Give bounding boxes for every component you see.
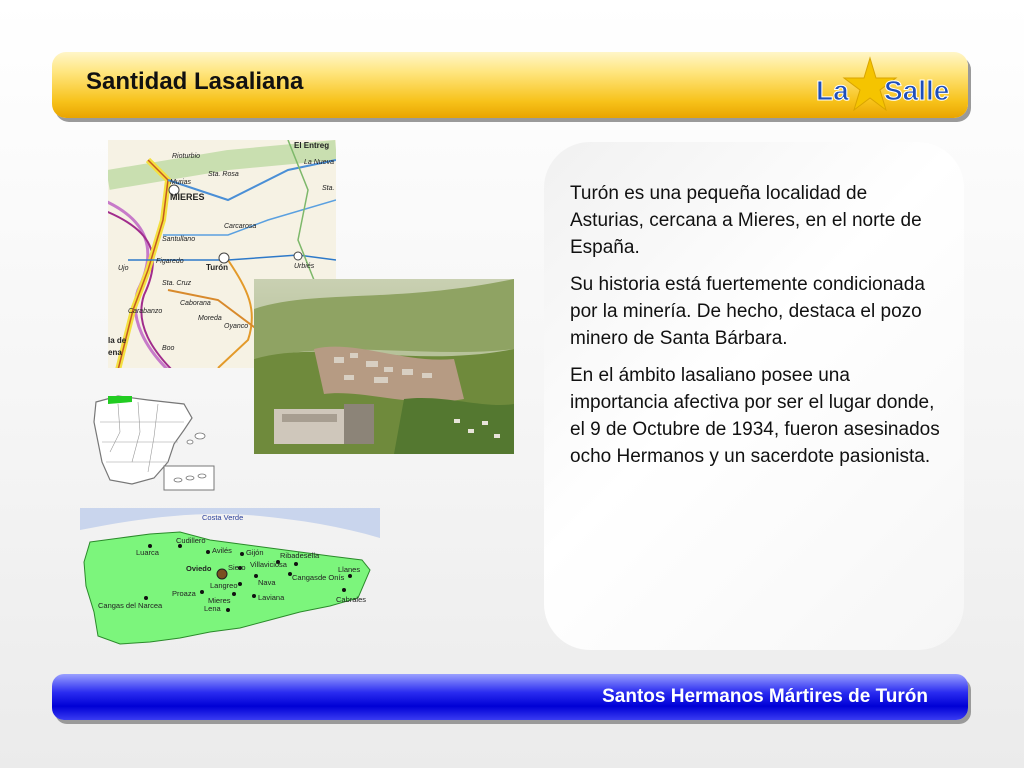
town-label: Oviedo xyxy=(186,564,212,573)
body-text xyxy=(570,180,940,480)
map-label: La Nueva xyxy=(304,159,334,166)
map-label: la de xyxy=(108,336,127,345)
header-bar xyxy=(52,52,968,118)
text-panel xyxy=(544,142,964,650)
map-label: Moreda xyxy=(198,315,222,322)
town-label: Laviana xyxy=(258,593,285,602)
spain-locator-map xyxy=(88,392,218,492)
map-label: Caborana xyxy=(180,300,211,307)
map-label: Murias xyxy=(170,179,192,186)
logo-text-salle: Salle xyxy=(884,75,950,106)
town-label: Gijón xyxy=(246,548,264,557)
map-label: El Entreg xyxy=(294,141,330,150)
map-label: Ujo xyxy=(118,265,129,272)
town-label: Siero xyxy=(228,563,246,572)
town-label: Ribadesella xyxy=(280,551,320,560)
town-label: Langreo xyxy=(210,581,238,590)
footer-title: Santos Hermanos Mártires de Turón xyxy=(602,686,928,707)
aerial-town-photo xyxy=(254,279,514,454)
map-label: Sta. Cruz xyxy=(162,280,192,287)
map-label: ena xyxy=(108,348,122,357)
sea-label: Costa Verde xyxy=(202,513,244,522)
town-label: Lena xyxy=(204,604,221,613)
map-label: Figaredo xyxy=(156,258,184,265)
map-label: Sta. xyxy=(322,185,335,192)
map-label: Santullano xyxy=(162,236,196,243)
slide-title: Santidad Lasaliana xyxy=(86,68,304,95)
map-label: Sta. Rosa xyxy=(208,171,239,178)
map-label: Urbiés xyxy=(294,263,315,270)
town-label: Nava xyxy=(258,578,276,587)
map-label: Turón xyxy=(206,263,229,272)
town-label: Luarca xyxy=(136,548,159,557)
town-label: Mieres xyxy=(208,596,231,605)
paragraph: Su historia está fuertemente condicionada por la minería. De hecho, destaca el pozo minero de Santa Bárbara. xyxy=(570,274,925,349)
paragraph: Turón es una pequeña localidad de Asturias, cercana a Mieres, en el norte de España. xyxy=(570,183,922,258)
town-label: Cudillero xyxy=(176,536,206,545)
asturias-map xyxy=(80,508,380,648)
town-label: Avilés xyxy=(212,546,232,555)
footer-bar xyxy=(52,674,968,720)
paragraph: En el ámbito lasaliano posee una importancia afectiva por ser el lugar donde, el 9 de Octubre de 1934, fueron asesinados ocho Hermanos y un sacerdote pasionista. xyxy=(570,365,940,467)
map-label: Carabanzo xyxy=(128,308,163,315)
map-label: Rioturbio xyxy=(172,153,201,160)
town-label: Cangas xyxy=(292,573,318,582)
town-label: Cangas del Narcea xyxy=(98,601,163,610)
map-label: MIERES xyxy=(170,192,205,202)
town-label: Villaviciosa xyxy=(250,560,287,569)
map-label: Carcarosa xyxy=(224,223,257,230)
town-label: Proaza xyxy=(172,589,196,598)
logo-text-la: La xyxy=(816,75,849,106)
map-label: Oyanco xyxy=(224,323,249,330)
town-label-cont: de Onís xyxy=(318,573,345,582)
map-label: Boo xyxy=(162,345,175,352)
la-salle-logo xyxy=(808,54,958,116)
town-label: Cabrales xyxy=(336,595,367,604)
town-label: Llanes xyxy=(338,565,361,574)
